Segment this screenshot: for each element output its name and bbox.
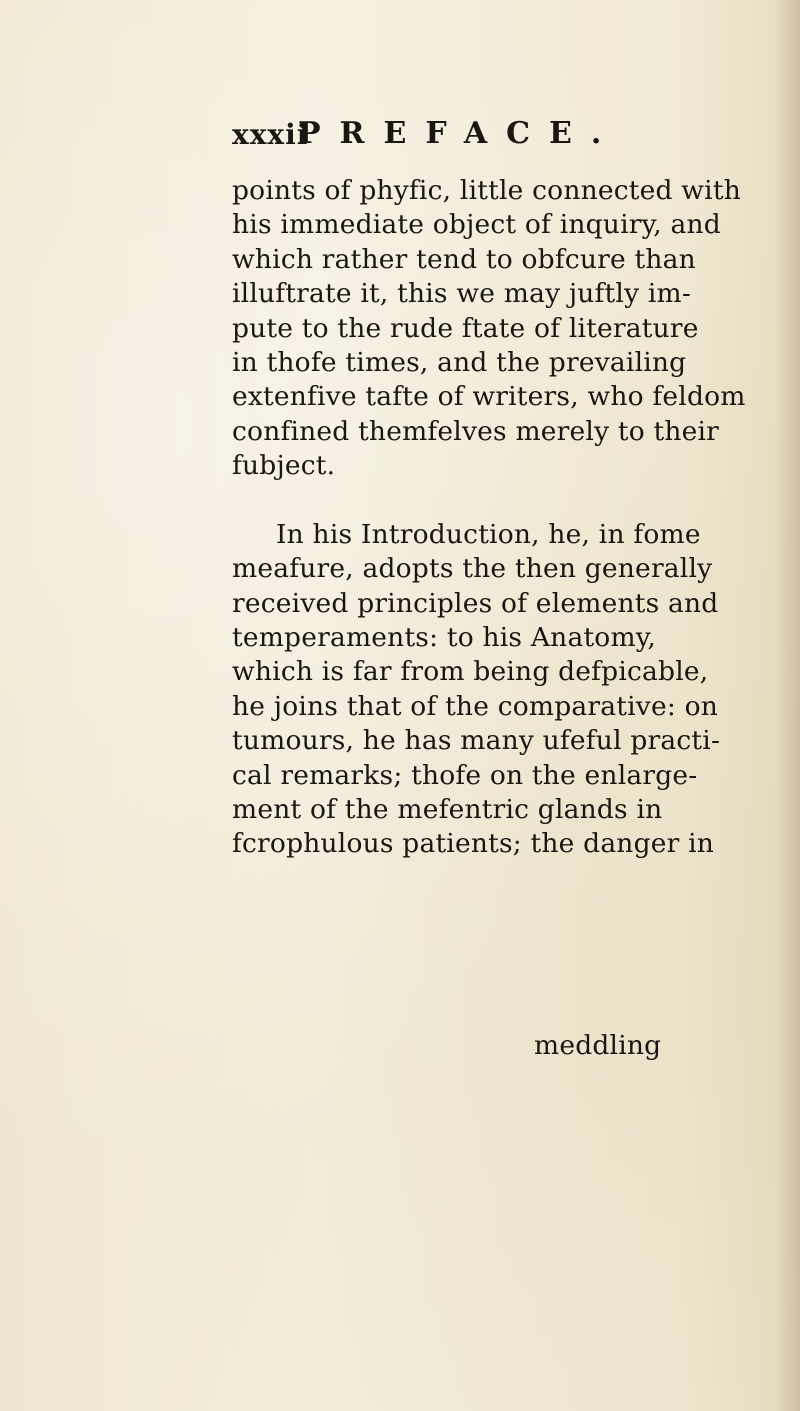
text-line: temperaments: to his Anatomy, (232, 622, 657, 654)
page-edge-shadow (774, 0, 800, 1411)
text-line: which is far from being defpicable, (232, 656, 709, 688)
catchword: meddling (534, 1030, 662, 1061)
paragraph-1 (232, 174, 762, 484)
text-line: illuftrate it, this we may juftly im- (232, 278, 692, 310)
body-text (232, 174, 762, 862)
running-title: PREFACE. (298, 116, 621, 151)
text-line: received principles of elements and (232, 587, 719, 619)
text-line: his immediate object of inquiry, and (232, 209, 721, 241)
text-line: pute to the rude ftate of literature (232, 312, 699, 344)
text-line: fcrophulous patients; the danger in (232, 828, 715, 860)
text-line: in thofe times, and the prevailing (232, 346, 687, 378)
text-line: ment of the mefentric glands in (232, 794, 663, 826)
text-line: fubject. (232, 450, 336, 482)
text-line: cal remarks; thofe on the enlarge- (232, 759, 698, 791)
text-line: extenfive tafte of writers, who feldom (232, 381, 746, 413)
text-line: which rather tend to obfcure than (232, 243, 696, 275)
running-head (232, 118, 752, 158)
paragraph-2 (232, 518, 762, 862)
text-line: meafure, adopts the then generally (232, 553, 713, 585)
text-line: tumours, he has many ufeful practi- (232, 725, 721, 757)
text-line: In his Introduction, he, in fome (276, 518, 701, 550)
page-number: xxxii (232, 118, 309, 151)
text-line: confined themfelves merely to their (232, 415, 720, 447)
text-line: he joins that of the comparative: on (232, 690, 719, 722)
text-line: points of phyfic, little connected with (232, 175, 741, 206)
